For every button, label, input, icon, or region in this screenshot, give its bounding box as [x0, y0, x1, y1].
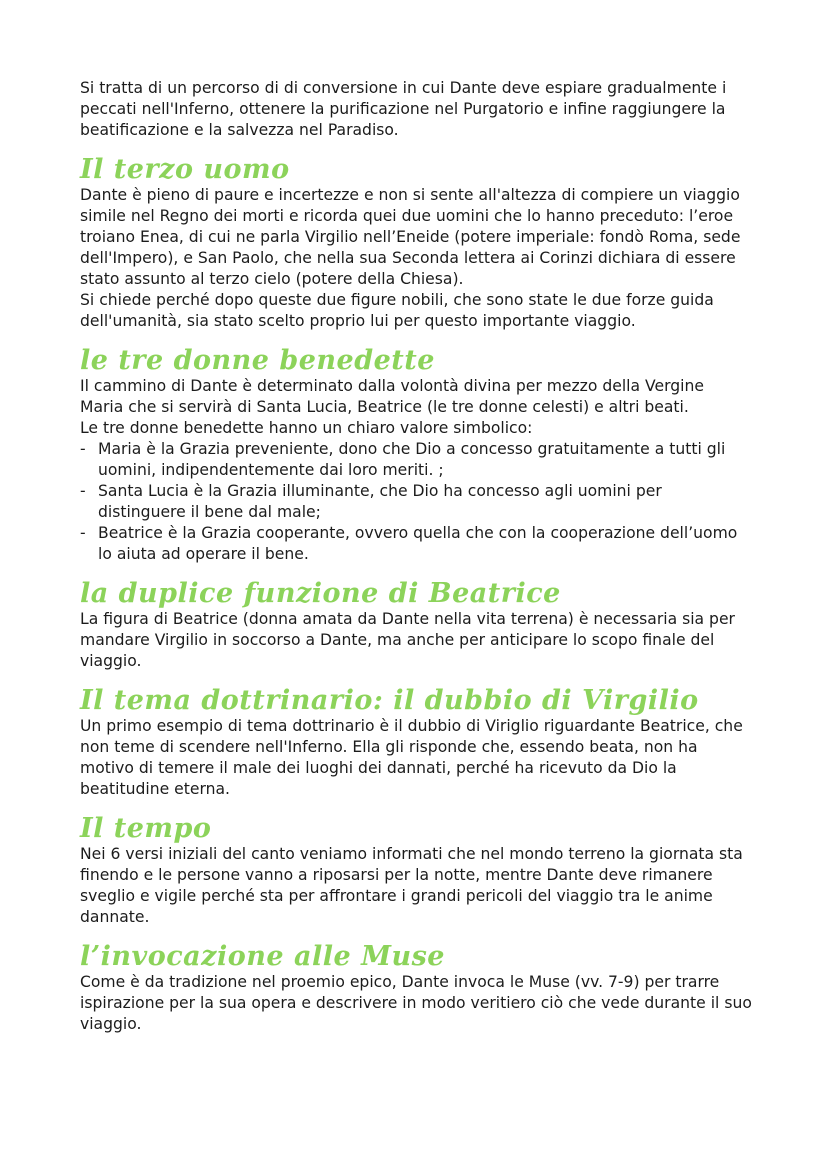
section-tre-donne: [80, 346, 752, 565]
list-item: [80, 523, 752, 565]
section-tema-dottrinario: [80, 686, 752, 800]
list-item: [80, 439, 752, 481]
bullet-marker: -: [80, 524, 86, 542]
section-heading: le tre donne benedette: [80, 345, 435, 376]
bullet-list: [80, 439, 752, 565]
document-page: [80, 78, 752, 1049]
bullet-marker: -: [80, 482, 86, 500]
section-terzo-uomo: [80, 155, 752, 332]
list-item-text: Maria è la Grazia preveniente, dono che Dio a concesso gratuitamente a tutti gli uomini, indipendentemente dai loro meriti. ;: [98, 440, 726, 479]
section-paragraph: Si chiede perché dopo queste due figure nobili, che sono state le due forze guida dell'umanità, sia stato scelto proprio lui per questo importante viaggio.: [80, 291, 714, 330]
section-paragraph: Le tre donne benedette hanno un chiaro valore simbolico:: [80, 419, 533, 437]
section-paragraph: Come è da tradizione nel proemio epico, Dante invoca le Muse (vv. 7-9) per trarre ispirazione per la sua opera e descrivere in modo veritiero ciò che vede durante il suo viaggio.: [80, 973, 752, 1033]
section-tempo: [80, 814, 752, 928]
section-heading: l’invocazione alle Muse: [80, 941, 445, 972]
section-paragraph: Nei 6 versi iniziali del canto veniamo informati che nel mondo terreno la giornata sta finendo e le persone vanno a riposarsi per la notte, mentre Dante deve rimanere sveglio e vigile perché sta per affrontare i grandi pericoli del viaggio tra le anime dannate.: [80, 845, 743, 926]
bullet-marker: -: [80, 440, 86, 458]
section-heading: la duplice funzione di Beatrice: [80, 578, 561, 609]
section-paragraph: Il cammino di Dante è determinato dalla volontà divina per mezzo della Vergine Maria che si servirà di Santa Lucia, Beatrice (le tre donne celesti) e altri beati.: [80, 377, 704, 416]
section-invocazione: [80, 942, 752, 1035]
section-paragraph: Un primo esempio di tema dottrinario è il dubbio di Viriglio riguardante Beatrice, che non teme di scendere nell'Inferno. Ella gli risponde che, essendo beata, non ha motivo di temere il male dei luoghi dei dannati, perché ha ricevuto da Dio la beatitudine eterna.: [80, 717, 743, 798]
section-paragraph: La figura di Beatrice (donna amata da Dante nella vita terrena) è necessaria sia per mandare Virgilio in soccorso a Dante, ma anche per anticipare lo scopo finale del viaggio.: [80, 610, 735, 670]
section-heading: Il terzo uomo: [80, 154, 290, 185]
intro-paragraph: Si tratta di un percorso di di conversione in cui Dante deve espiare gradualmente i peccati nell'Inferno, ottenere la purificazione nel Purgatorio e infine raggiungere la beatificazione e la salvezza nel Paradiso.: [80, 79, 727, 139]
list-item: [80, 481, 752, 523]
list-item-text: Beatrice è la Grazia cooperante, ovvero quella che con la cooperazione dell’uomo lo aiuta ad operare il bene.: [98, 524, 738, 563]
section-heading: Il tema dottrinario: il dubbio di Virgilio: [80, 685, 699, 716]
section-paragraph: Dante è pieno di paure e incertezze e non si sente all'altezza di compiere un viaggio simile nel Regno dei morti e ricorda quei due uomini che lo hanno preceduto: l’eroe troiano Enea, di cui ne parla Virgilio nell’Eneide (potere imperiale: fondò Roma, sede dell'Impero), e San Paolo, che nella sua Seconda lettera ai Corinzi dichiara di essere stato assunto al terzo cielo (potere della Chiesa).: [80, 186, 741, 288]
section-duplice-funzione: [80, 579, 752, 672]
list-item-text: Santa Lucia è la Grazia illuminante, che Dio ha concesso agli uomini per distinguere il bene dal male;: [98, 482, 662, 521]
section-heading: Il tempo: [80, 813, 212, 844]
